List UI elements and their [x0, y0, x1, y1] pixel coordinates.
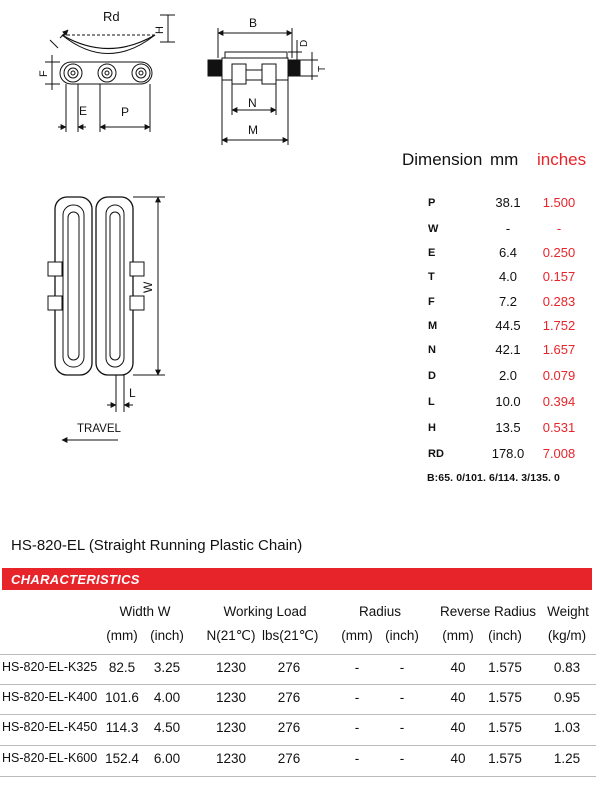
working-load-n-cell: 1230 — [215, 690, 247, 705]
dimension-row — [424, 342, 584, 368]
row-divider — [0, 714, 596, 715]
dimension-row — [424, 221, 584, 247]
model-cell: HS-820-EL-K600 — [2, 751, 98, 765]
working-load-lbs-cell: 276 — [277, 720, 301, 735]
reverse-radius-mm-cell: 40 — [450, 690, 466, 705]
p-label: P — [121, 105, 130, 119]
dimension-mm-value: 2.0 — [498, 368, 518, 383]
weight-unit-subheader: (kg/m) — [547, 628, 587, 643]
working-load-lbs-cell: 276 — [277, 751, 301, 766]
working-load-n-cell: 1230 — [215, 751, 247, 766]
row-divider — [0, 654, 596, 655]
top-view-drawing — [48, 197, 165, 440]
reverse-radius-inch-cell: 1.575 — [488, 751, 522, 766]
reverse-radius-inch-cell: 1.575 — [488, 720, 522, 735]
dimension-mm-value: 44.5 — [495, 318, 521, 333]
dimension-label: H — [428, 422, 436, 434]
weight-cell: 0.95 — [553, 690, 581, 705]
dimension-inch-value: 1.657 — [542, 342, 576, 357]
radius-mm-cell: - — [354, 720, 360, 735]
rd-label: Rd — [103, 9, 120, 24]
characteristics-bar — [2, 568, 592, 590]
dimension-inch-value: 7.008 — [542, 446, 576, 461]
model-cell: HS-820-EL-K325 — [2, 660, 98, 674]
working-load-header: Working Load — [223, 604, 307, 619]
wl-n-subheader: N(21℃) — [206, 628, 256, 643]
n-label: N — [248, 96, 257, 110]
dimension-mm-value: 178.0 — [491, 446, 525, 461]
r-inch-subheader: (inch) — [385, 628, 419, 643]
dimension-label: D — [428, 370, 436, 382]
width-options-note: B:65. 0/101. 6/114. 3/135. 0 — [427, 472, 560, 484]
width-inch-cell: 4.00 — [153, 690, 181, 705]
dimension-mm-value: 38.1 — [495, 195, 521, 210]
dimension-row — [424, 195, 584, 221]
characteristics-heading: CHARACTERISTICS — [11, 572, 140, 587]
dimension-inch-value: 0.394 — [542, 394, 576, 409]
inches-header: inches — [537, 150, 587, 169]
t-label: T — [317, 65, 328, 72]
dimension-label: F — [428, 296, 435, 308]
m-label: M — [248, 123, 258, 137]
wl-lbs-subheader: lbs(21℃) — [262, 628, 319, 643]
width-header: Width W — [119, 604, 171, 619]
reverse-radius-mm-cell: 40 — [450, 720, 466, 735]
width-mm-cell: 152.4 — [105, 751, 139, 766]
reverse-radius-mm-cell: 40 — [450, 751, 466, 766]
dimension-mm-value: 10.0 — [495, 394, 521, 409]
radius-mm-cell: - — [354, 751, 360, 766]
dimension-label: N — [428, 344, 436, 356]
weight-cell: 1.25 — [553, 751, 581, 766]
dimension-mm-value: 42.1 — [495, 342, 521, 357]
working-load-lbs-cell: 276 — [277, 660, 301, 675]
model-cell: HS-820-EL-K450 — [2, 720, 98, 734]
row-divider — [0, 776, 596, 777]
dimension-inch-value: 1.500 — [542, 195, 576, 210]
weight-header: Weight — [547, 604, 589, 619]
width-mm-cell: 101.6 — [105, 690, 139, 705]
dimension-row — [424, 318, 584, 344]
radius-inch-cell: - — [399, 660, 405, 675]
working-load-n-cell: 1230 — [215, 720, 247, 735]
working-load-lbs-cell: 276 — [277, 690, 301, 705]
dimension-inch-value: 1.752 — [542, 318, 576, 333]
product-title: HS-820-EL (Straight Running Plastic Chain) — [11, 537, 303, 554]
h-label: H — [154, 26, 166, 34]
l-label: L — [129, 386, 136, 400]
dimension-mm-value: - — [505, 221, 511, 236]
dimension-inch-value: 0.283 — [542, 294, 576, 309]
model-cell: HS-820-EL-K400 — [2, 690, 98, 704]
dimension-inch-value: 0.079 — [542, 368, 576, 383]
width-inch-cell: 6.00 — [153, 751, 181, 766]
reverse-radius-header: Reverse Radius — [439, 604, 537, 619]
reverse-radius-inch-cell: 1.575 — [488, 690, 522, 705]
width-inch-cell: 3.25 — [153, 660, 181, 675]
dimension-mm-value: 7.2 — [498, 294, 518, 309]
mm-header: mm — [490, 150, 519, 169]
weight-cell: 1.03 — [553, 720, 581, 735]
dimension-row — [424, 294, 584, 320]
dimension-row — [424, 269, 584, 295]
r-mm-subheader: (mm) — [341, 628, 373, 643]
dimension-mm-value: 13.5 — [495, 420, 521, 435]
weight-cell: 0.83 — [553, 660, 581, 675]
dimension-mm-value: 4.0 — [498, 269, 518, 284]
working-load-n-cell: 1230 — [215, 660, 247, 675]
dimension-row — [424, 245, 584, 271]
dimension-row — [424, 420, 584, 446]
radius-inch-cell: - — [399, 751, 405, 766]
dimension-row — [424, 368, 584, 394]
dimension-label: L — [428, 396, 435, 408]
dimension-label: T — [428, 271, 435, 283]
dimension-label: W — [428, 223, 439, 235]
dimension-label: E — [428, 247, 436, 259]
row-divider — [0, 745, 596, 746]
radius-inch-cell: - — [399, 720, 405, 735]
rr-mm-subheader: (mm) — [442, 628, 474, 643]
width-mm-cell: 82.5 — [108, 660, 136, 675]
width-mm-cell: 114.3 — [105, 720, 139, 735]
dimension-inch-value: 0.531 — [542, 420, 576, 435]
w-mm-subheader: (mm) — [106, 628, 138, 643]
dimension-inch-value: 0.157 — [542, 269, 576, 284]
w-inch-subheader: (inch) — [150, 628, 184, 643]
rr-inch-subheader: (inch) — [488, 628, 522, 643]
radius-mm-cell: - — [354, 660, 360, 675]
radius-mm-cell: - — [354, 690, 360, 705]
dimension-label: RD — [428, 448, 444, 460]
dimension-inch-value: 0.250 — [542, 245, 576, 260]
dimension-mm-value: 6.4 — [498, 245, 518, 260]
radius-inch-cell: - — [399, 690, 405, 705]
travel-label: TRAVEL — [77, 423, 121, 435]
dimension-row — [424, 446, 584, 472]
d-label: D — [299, 39, 310, 47]
f-label: F — [38, 70, 50, 77]
width-inch-cell: 4.50 — [153, 720, 181, 735]
b-label: B — [249, 16, 258, 30]
dimension-label: P — [428, 197, 436, 209]
dimension-row — [424, 394, 584, 420]
radius-header: Radius — [358, 604, 402, 619]
row-divider — [0, 684, 596, 685]
e-label: E — [79, 104, 88, 118]
dimension-inch-value: - — [556, 221, 562, 236]
dimension-label: M — [428, 320, 438, 332]
reverse-radius-inch-cell: 1.575 — [488, 660, 522, 675]
reverse-radius-mm-cell: 40 — [450, 660, 466, 675]
dimension-header: Dimension — [402, 150, 483, 169]
w-label: W — [141, 281, 155, 293]
